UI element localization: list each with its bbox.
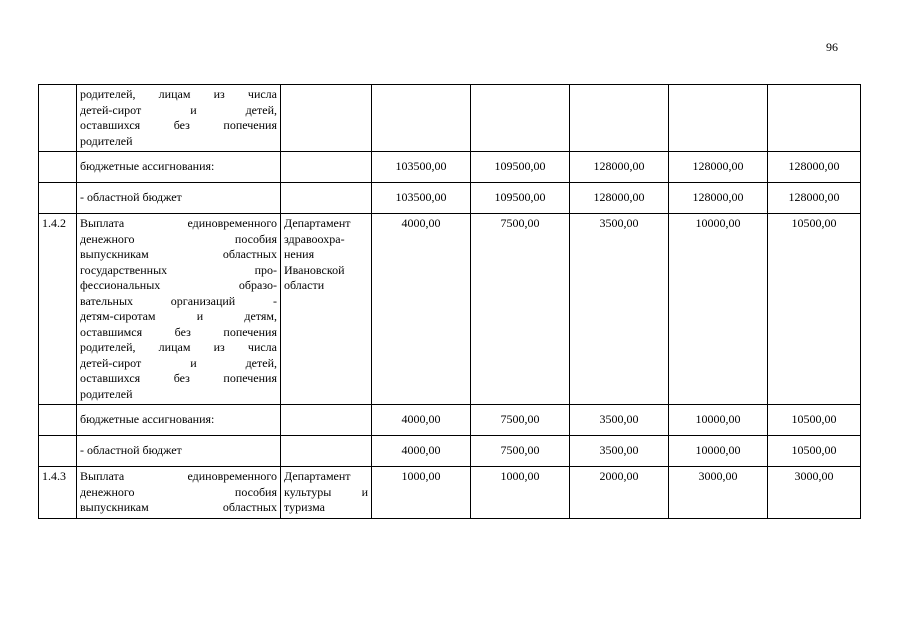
amount-cell: 7500,00 bbox=[471, 436, 570, 467]
responsible-department bbox=[281, 152, 372, 183]
table-row bbox=[39, 152, 861, 183]
amount-cell: 128000,00 bbox=[669, 183, 768, 214]
description-line: вательных организаций - bbox=[80, 293, 277, 308]
description-line: родителей bbox=[80, 386, 133, 401]
item-description bbox=[77, 405, 281, 436]
table-row bbox=[39, 85, 861, 152]
description-line: родителей, лицам из числа bbox=[80, 87, 277, 101]
amount-cell bbox=[669, 85, 768, 152]
table-row bbox=[39, 214, 861, 405]
amount-cell: 4000,00 bbox=[372, 436, 471, 467]
responsible-department bbox=[281, 183, 372, 214]
amount-cell: 1000,00 bbox=[372, 467, 471, 519]
item-code bbox=[39, 85, 77, 152]
item-description bbox=[77, 183, 281, 214]
amount-cell: 3500,00 bbox=[570, 436, 669, 467]
amount-cell: 103500,00 bbox=[372, 183, 471, 214]
amount-cell: 10000,00 bbox=[669, 405, 768, 436]
amount-cell: 1000,00 bbox=[471, 467, 570, 519]
amount-cell: 4000,00 bbox=[372, 405, 471, 436]
item-code bbox=[39, 183, 77, 214]
description-line: выпускникам областных bbox=[80, 247, 277, 261]
description-line: родителей bbox=[80, 133, 133, 148]
budget-table bbox=[38, 84, 861, 519]
item-code bbox=[39, 436, 77, 467]
amount-cell: 3000,00 bbox=[669, 467, 768, 519]
description-line: Выплата единовременного bbox=[80, 216, 277, 230]
description-line: детей-сирот и детей, bbox=[80, 102, 277, 117]
department-line: Департамент bbox=[284, 216, 351, 230]
item-code: 1.4.2 bbox=[39, 214, 77, 405]
department-line: здравоохра- bbox=[284, 231, 345, 246]
item-description bbox=[77, 85, 281, 152]
item-description bbox=[77, 467, 281, 519]
item-code bbox=[39, 152, 77, 183]
amount-cell: 3000,00 bbox=[768, 467, 861, 519]
amount-cell: 2000,00 bbox=[570, 467, 669, 519]
responsible-department bbox=[281, 85, 372, 152]
amount-cell: 4000,00 bbox=[372, 214, 471, 405]
amount-cell: 10500,00 bbox=[768, 214, 861, 405]
amount-cell: 7500,00 bbox=[471, 214, 570, 405]
description-line: фессиональных образо- bbox=[80, 278, 277, 292]
description-line: выпускникам областных bbox=[80, 500, 277, 514]
amount-cell: 109500,00 bbox=[471, 183, 570, 214]
amount-cell: 10500,00 bbox=[768, 436, 861, 467]
responsible-department bbox=[281, 436, 372, 467]
description-line: оставшихся без попечения bbox=[80, 118, 277, 132]
department-line: Департамент bbox=[284, 469, 351, 483]
department-line: туризма bbox=[284, 500, 325, 514]
amount-cell bbox=[372, 85, 471, 152]
description-line: денежного пособия bbox=[80, 231, 277, 246]
item-code: 1.4.3 bbox=[39, 467, 77, 519]
description-line: бюджетные ассигнования: bbox=[80, 412, 215, 427]
table-row bbox=[39, 183, 861, 214]
amount-cell: 3500,00 bbox=[570, 214, 669, 405]
table-row bbox=[39, 405, 861, 436]
description-line: оставшимся без попечения bbox=[80, 324, 277, 339]
amount-cell bbox=[471, 85, 570, 152]
department-line: нения bbox=[284, 247, 315, 261]
department-line: области bbox=[284, 278, 325, 292]
description-line: бюджетные ассигнования: bbox=[80, 159, 215, 174]
amount-cell: 3500,00 bbox=[570, 405, 669, 436]
amount-cell: 128000,00 bbox=[669, 152, 768, 183]
description-line: родителей, лицам из числа bbox=[80, 340, 277, 354]
responsible-department bbox=[281, 214, 372, 405]
amount-cell: 109500,00 bbox=[471, 152, 570, 183]
description-line: детей-сирот и детей, bbox=[80, 355, 277, 370]
item-description bbox=[77, 214, 281, 405]
description-line: детям-сиротам и детям, bbox=[80, 309, 277, 323]
description-line: - областной бюджет bbox=[80, 443, 182, 458]
table-row bbox=[39, 467, 861, 519]
amount-cell bbox=[768, 85, 861, 152]
department-line: культуры и bbox=[284, 484, 368, 499]
page-number: 96 bbox=[826, 40, 838, 54]
amount-cell bbox=[570, 85, 669, 152]
amount-cell: 10000,00 bbox=[669, 436, 768, 467]
item-description bbox=[77, 436, 281, 467]
item-code bbox=[39, 405, 77, 436]
amount-cell: 103500,00 bbox=[372, 152, 471, 183]
responsible-department bbox=[281, 405, 372, 436]
amount-cell: 128000,00 bbox=[768, 183, 861, 214]
description-line: государственных про- bbox=[80, 262, 277, 277]
department-line: Ивановской bbox=[284, 262, 345, 277]
amount-cell: 128000,00 bbox=[768, 152, 861, 183]
amount-cell: 10000,00 bbox=[669, 214, 768, 405]
description-line: - областной бюджет bbox=[80, 190, 182, 205]
amount-cell: 128000,00 bbox=[570, 183, 669, 214]
amount-cell: 7500,00 bbox=[471, 405, 570, 436]
description-line: оставшихся без попечения bbox=[80, 371, 277, 385]
description-line: Выплата единовременного bbox=[80, 469, 277, 483]
responsible-department bbox=[281, 467, 372, 519]
description-line: денежного пособия bbox=[80, 484, 277, 499]
table-row bbox=[39, 436, 861, 467]
item-description bbox=[77, 152, 281, 183]
amount-cell: 128000,00 bbox=[570, 152, 669, 183]
amount-cell: 10500,00 bbox=[768, 405, 861, 436]
